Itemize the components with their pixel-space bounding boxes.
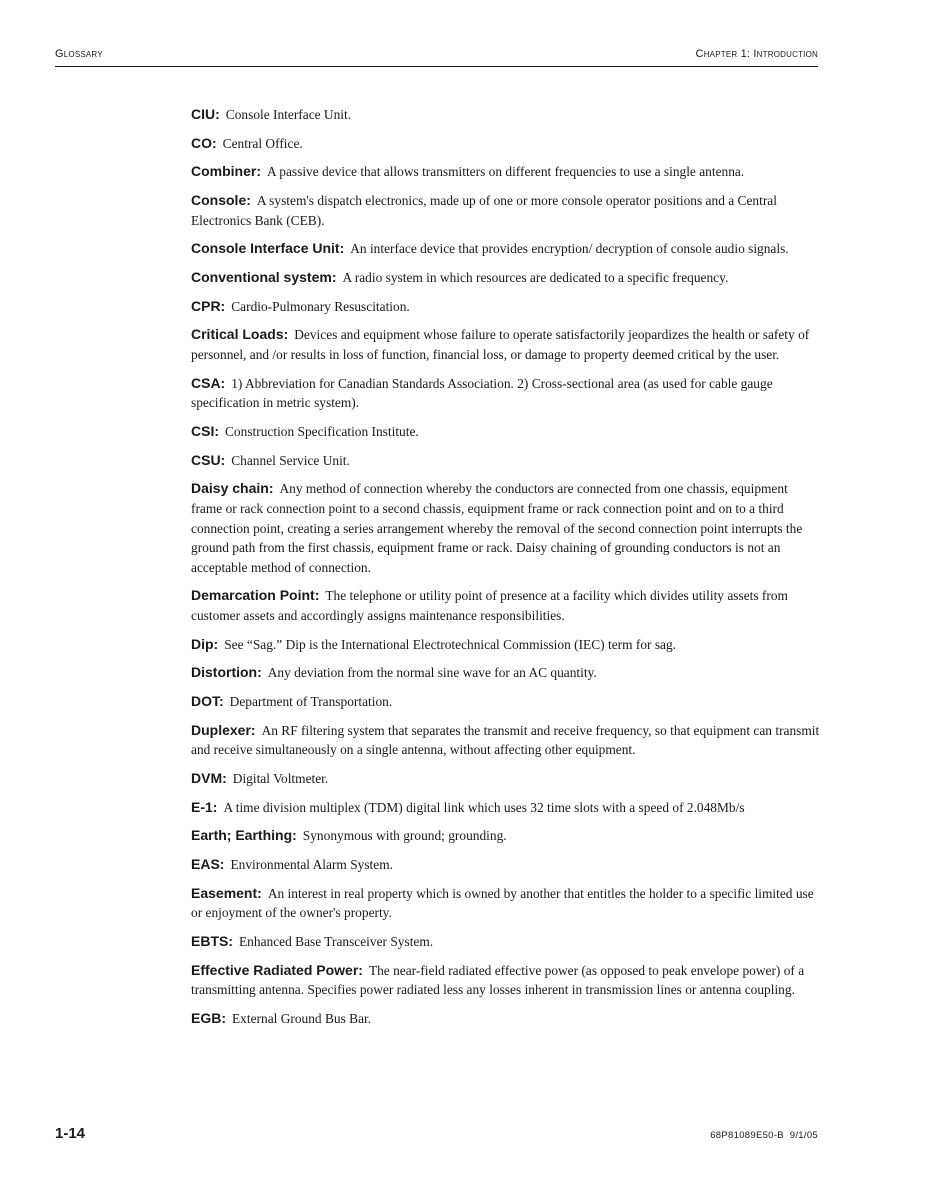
glossary-entry: [191, 769, 821, 789]
glossary-entry: [191, 451, 821, 471]
glossary-definition: Central Office.: [222, 135, 303, 151]
glossary-term: Console:: [191, 192, 251, 209]
glossary-entry: [191, 239, 821, 259]
glossary-entry: [191, 855, 821, 875]
glossary-term: Effective Radiated Power:: [191, 961, 363, 978]
glossary-term: DOT:: [191, 693, 224, 710]
glossary-definition: Digital Voltmeter.: [232, 771, 329, 787]
glossary-definition: An RF filtering system that separates the transmit and receive frequency, so that equipment can transmit and receive simultaneously on a single antenna, without affecting other equipment.: [191, 722, 820, 758]
glossary-term: Daisy chain:: [191, 480, 274, 497]
glossary-entry: [191, 105, 821, 125]
header-section-title: Glossary: [55, 48, 103, 60]
glossary-term: Critical Loads:: [191, 326, 289, 343]
glossary-entry: [191, 297, 821, 317]
glossary-definition: A time division multiplex (TDM) digital link which uses 32 time slots with a speed of 2.048Mb/s: [223, 799, 745, 815]
glossary-definition: Construction Specification Institute.: [225, 423, 419, 439]
glossary-entry: [191, 961, 821, 1000]
glossary-definition: Cardio-Pulmonary Resuscitation.: [231, 298, 410, 314]
glossary-definition: Environmental Alarm System.: [230, 857, 393, 873]
glossary-entry: [191, 663, 821, 683]
glossary-definition: A passive device that allows transmitters on different frequencies to use a single antenna.: [267, 164, 745, 180]
glossary-term: CSU:: [191, 451, 226, 468]
glossary-definition: Any method of connection whereby the conductors are connected from one chassis, equipment frame or rack connection point to a second chassis, equipment frame or rack connection point and on to a third connection point, creating a series arrangement whereby the removal of the second connection point interrupts the ground path from the first chassis, equipment frame or rack. Daisy chaining of grounding conductors is not an acceptable method of connection.: [191, 481, 803, 575]
glossary-term: Easement:: [191, 884, 262, 901]
glossary-entry: [191, 374, 821, 413]
glossary-term: E-1:: [191, 798, 218, 815]
glossary-term: EBTS:: [191, 933, 233, 950]
glossary-entry: [191, 479, 821, 577]
glossary-definition: Any deviation from the normal sine wave for an AC quantity.: [267, 665, 597, 681]
header-rule: [55, 66, 818, 67]
glossary-entry: [191, 268, 821, 288]
glossary-definition: An interest in real property which is owned by another that entitles the holder to a specific limited use or enjoyment of the owner's property.: [191, 885, 814, 921]
glossary-entry: [191, 191, 821, 230]
glossary-term: EGB:: [191, 1010, 226, 1027]
glossary-entry: [191, 422, 821, 442]
glossary-definition: A system's dispatch electronics, made up of one or more console operator positions and a Central Electronics Bank (CEB).: [191, 193, 777, 228]
glossary-term: Distortion:: [191, 664, 262, 681]
glossary-term: EAS:: [191, 856, 225, 873]
glossary-definition: The telephone or utility point of presence at a facility which divides utility assets from customer assets and accordingly assigns maintenance responsibilities.: [191, 588, 788, 623]
glossary-term: CSI:: [191, 422, 219, 439]
glossary-definition: See “Sag.” Dip is the International Electrotechnical Commission (IEC) term for sag.: [224, 636, 677, 652]
header-chapter-title: Chapter 1: Introduction: [695, 48, 818, 60]
glossary-definition: Devices and equipment whose failure to operate satisfactorily jeopardizes the health or safety of personnel, and /or results in loss of function, financial loss, or damage to property deemed critical by the user.: [191, 327, 810, 362]
glossary-term: Demarcation Point:: [191, 587, 320, 604]
glossary-term: Duplexer:: [191, 721, 256, 738]
glossary-definition: External Ground Bus Bar.: [232, 1011, 372, 1027]
glossary-term: Console Interface Unit:: [191, 240, 345, 257]
glossary-definition: Synonymous with ground; grounding.: [302, 828, 507, 844]
glossary-entry: [191, 134, 821, 154]
glossary-term: Combiner:: [191, 163, 261, 180]
glossary-entry: [191, 692, 821, 712]
glossary-entry: [191, 932, 821, 952]
glossary-definition: Enhanced Base Transceiver System.: [239, 934, 434, 950]
glossary-term: CO:: [191, 134, 217, 151]
glossary-entry: [191, 826, 821, 846]
glossary-definition: Console Interface Unit.: [225, 107, 352, 122]
glossary-entry: [191, 162, 821, 182]
glossary-term: CPR:: [191, 297, 226, 314]
glossary-entry: [191, 884, 821, 923]
glossary-list: [191, 105, 821, 1038]
glossary-term: Earth; Earthing:: [191, 827, 297, 844]
glossary-entry: [191, 798, 821, 818]
glossary-term: Conventional system:: [191, 269, 337, 286]
glossary-definition: A radio system in which resources are dedicated to a specific frequency.: [342, 270, 729, 286]
glossary-term: CIU:: [191, 106, 220, 122]
glossary-term: DVM:: [191, 770, 227, 787]
document-id: 68P81089E50-B 9/1/05: [710, 1130, 818, 1141]
glossary-definition: An interface device that provides encryption/ decryption of console audio signals.: [350, 241, 789, 257]
glossary-term: Dip:: [191, 635, 219, 652]
glossary-entry: [191, 635, 821, 655]
glossary-definition: The near-field radiated effective power (as opposed to peak envelope power) of a transmitting antenna. Specifies power radiated less any losses inherent in transmission lines or antenna coupling.: [191, 962, 805, 998]
glossary-entry: [191, 325, 821, 364]
glossary-term: CSA:: [191, 374, 226, 391]
glossary-entry: [191, 1009, 821, 1029]
glossary-entry: [191, 586, 821, 625]
glossary-definition: Department of Transportation.: [229, 694, 393, 710]
page-number: 1-14: [55, 1125, 86, 1142]
glossary-entry: [191, 721, 821, 760]
glossary-definition: Channel Service Unit.: [231, 452, 350, 468]
glossary-definition: 1) Abbreviation for Canadian Standards Association. 2) Cross-sectional area (as used for cable gauge specification in metric system).: [191, 375, 773, 411]
